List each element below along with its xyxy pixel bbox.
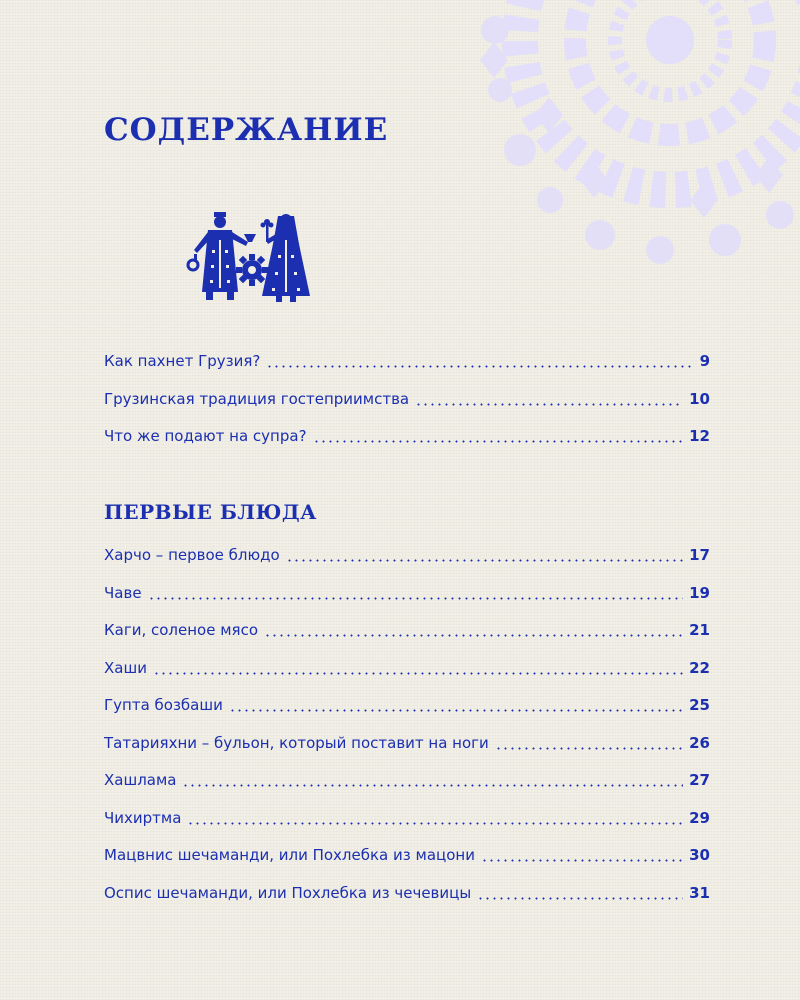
dot-leader: [313, 440, 684, 443]
dot-leader: [148, 597, 684, 600]
toc-page-number: 22: [689, 659, 710, 677]
dot-leader: [415, 403, 683, 406]
dot-leader: [477, 897, 683, 900]
toc-entry[interactable]: [104, 584, 710, 606]
toc-page-number: 9: [699, 352, 710, 370]
toc-entry-title: Хаши: [104, 659, 147, 677]
toc-page-number: 31: [689, 884, 710, 902]
toc-page-number: 27: [689, 771, 710, 789]
toc-entry[interactable]: [104, 696, 710, 718]
dot-leader: [153, 672, 683, 675]
georgian-couple-icon: [186, 210, 314, 306]
toc-entry[interactable]: [104, 659, 710, 681]
toc-entry-title: Гупта бозбаши: [104, 696, 223, 714]
toc-page-number: 25: [689, 696, 710, 714]
toc-entry-title: Татарияхни – бульон, который поставит на ноги: [104, 734, 489, 752]
dot-leader: [229, 709, 683, 712]
folk-ornament-icon: [440, 0, 800, 270]
page-title: СОДЕРЖАНИЕ: [104, 112, 389, 148]
dot-leader: [286, 559, 683, 562]
toc-entry-title: Мацвнис шечаманди, или Похлебка из мацони: [104, 846, 475, 864]
toc-entry[interactable]: [104, 809, 710, 831]
toc-entry[interactable]: [104, 390, 710, 412]
dot-leader: [266, 365, 693, 368]
toc-entry-title: Каги, соленое мясо: [104, 621, 258, 639]
toc-entry-title: Оспис шечаманди, или Похлебка из чечевицы: [104, 884, 472, 902]
toc-entry[interactable]: [104, 884, 710, 906]
toc-page-number: 21: [689, 621, 710, 639]
toc-entry-title: Чихиртма: [104, 809, 182, 827]
toc-page-number: 26: [689, 734, 710, 752]
toc-page-number: 10: [689, 390, 710, 408]
toc-page-number: 30: [689, 846, 710, 864]
toc-page-number: 12: [689, 427, 710, 445]
toc-entry[interactable]: [104, 771, 710, 793]
toc-page-number: 17: [689, 546, 710, 564]
toc-entry[interactable]: [104, 621, 710, 643]
toc-entry-title: Грузинская традиция гостеприимства: [104, 390, 410, 408]
toc-page-number: 29: [689, 809, 710, 827]
toc-entry[interactable]: [104, 846, 710, 868]
dot-leader: [182, 784, 683, 787]
toc-page-number: 19: [689, 584, 710, 602]
toc-entry[interactable]: [104, 427, 710, 449]
toc-entry[interactable]: [104, 546, 710, 568]
dot-leader: [495, 747, 683, 750]
section-heading: ПЕРВЫЕ БЛЮДА: [104, 500, 317, 524]
toc-entry-title: Хашлама: [104, 771, 177, 789]
toc-entry-title: Харчо – первое блюдо: [104, 546, 280, 564]
dot-leader: [481, 859, 683, 862]
toc-entry-title: Как пахнет Грузия?: [104, 352, 261, 370]
toc-entry-title: Что же подают на супра?: [104, 427, 307, 445]
toc-entry[interactable]: [104, 352, 710, 374]
dot-leader: [264, 634, 683, 637]
toc-entry[interactable]: [104, 734, 710, 756]
dot-leader: [187, 822, 683, 825]
toc-entry-title: Чаве: [104, 584, 142, 602]
